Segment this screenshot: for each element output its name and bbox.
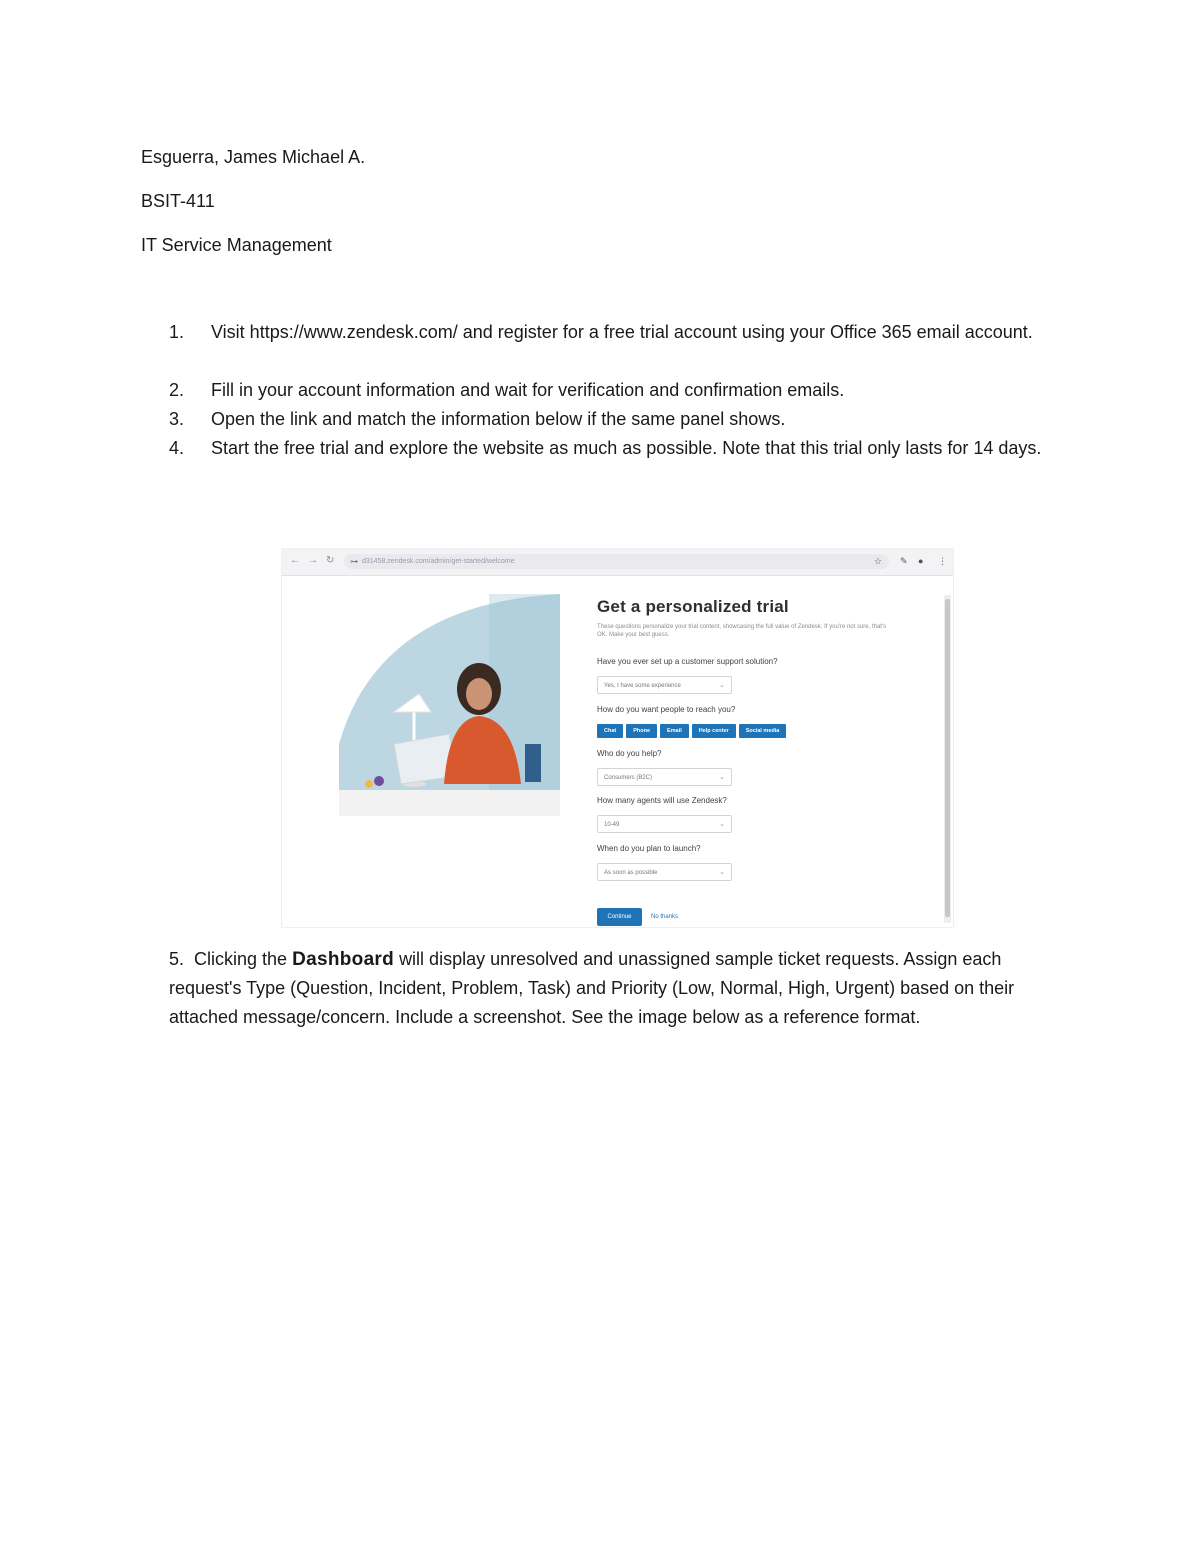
bookmark-star-icon: ☆ — [874, 556, 883, 566]
reload-icon: ↻ — [326, 555, 335, 566]
chip-email[interactable]: Email — [660, 724, 689, 738]
chevron-down-icon: ⌄ — [719, 821, 725, 828]
hero-illustration — [339, 594, 560, 816]
q5-select[interactable]: As soon as possible ⌄ — [597, 863, 732, 881]
scrollbar-thumb[interactable] — [945, 599, 950, 917]
dashboard-term: Dashboard — [292, 949, 395, 970]
chevron-down-icon: ⌄ — [719, 774, 725, 781]
chip-social-media[interactable]: Social media — [739, 724, 787, 738]
site-info-icon: ⊶ — [350, 557, 358, 566]
step-3: 3. Open the link and match the information below if the same panel shows. — [169, 409, 786, 429]
trial-form — [597, 597, 937, 920]
extension-icon: ✎ — [900, 556, 908, 566]
embedded-screenshot — [282, 549, 953, 927]
step-4: 4. Start the free trial and explore the website as much as possible. Note that this trial only lasts for 14 days. — [169, 438, 1042, 458]
step-1: 1. Visit https://www.zendesk.com/ and register for a free trial account using your Office 365 email account. — [169, 322, 1033, 342]
hero-photo — [339, 594, 560, 816]
continue-button[interactable]: Continue — [597, 908, 642, 926]
chip-phone[interactable]: Phone — [626, 724, 657, 738]
q4-label: How many agents will use Zendesk? — [597, 796, 727, 805]
q1-label: Have you ever set up a customer support solution? — [597, 657, 778, 666]
form-title: Get a personalized trial — [597, 597, 789, 616]
course-title: IT Service Management — [141, 235, 332, 255]
chevron-down-icon: ⌄ — [719, 869, 725, 876]
chip-help-center[interactable]: Help center — [692, 724, 736, 738]
q3-label: Who do you help? — [597, 749, 662, 758]
student-name: Esguerra, James Michael A. — [141, 147, 366, 167]
q3-select[interactable]: Consumers (B2C) ⌄ — [597, 768, 732, 786]
q5-label: When do you plan to launch? — [597, 844, 701, 853]
q4-select[interactable]: 10-49 ⌄ — [597, 815, 732, 833]
browser-toolbar — [282, 549, 953, 576]
chip-chat[interactable]: Chat — [597, 724, 623, 738]
form-intro: These questions personalize your trial content, showcasing the full value of Zendesk. If you're not sure, that's OK. Make your best guess. — [597, 624, 887, 638]
section-code: BSIT-411 — [141, 191, 215, 211]
contact-channel-chips — [597, 724, 786, 738]
back-icon: ← — [290, 555, 300, 566]
q2-label: How do you want people to reach you? — [597, 705, 736, 714]
step-2: 2. Fill in your account information and wait for verification and confirmation emails. — [169, 380, 845, 400]
address-bar: ⊶ d31458.zendesk.com/admin/get-started/welcome — [344, 554, 889, 569]
step-5: 5. Clicking the Dashboard will display unresolved and unassigned sample ticket requests. Assign each request's Type (Question, Incident, Problem, Task) and Priority (Low, Normal, High, Urgent) based on their attached message/concern. Include a screenshot. See the image below as a reference format. — [169, 949, 1015, 1027]
skip-link[interactable]: No thanks — [651, 914, 679, 920]
forward-icon: → — [308, 555, 318, 566]
q1-select[interactable]: Yes, I have some experience ⌄ — [597, 676, 732, 694]
menu-icon: ⋮ — [938, 556, 947, 566]
chevron-down-icon: ⌄ — [719, 682, 725, 689]
profile-icon: ● — [918, 556, 924, 566]
